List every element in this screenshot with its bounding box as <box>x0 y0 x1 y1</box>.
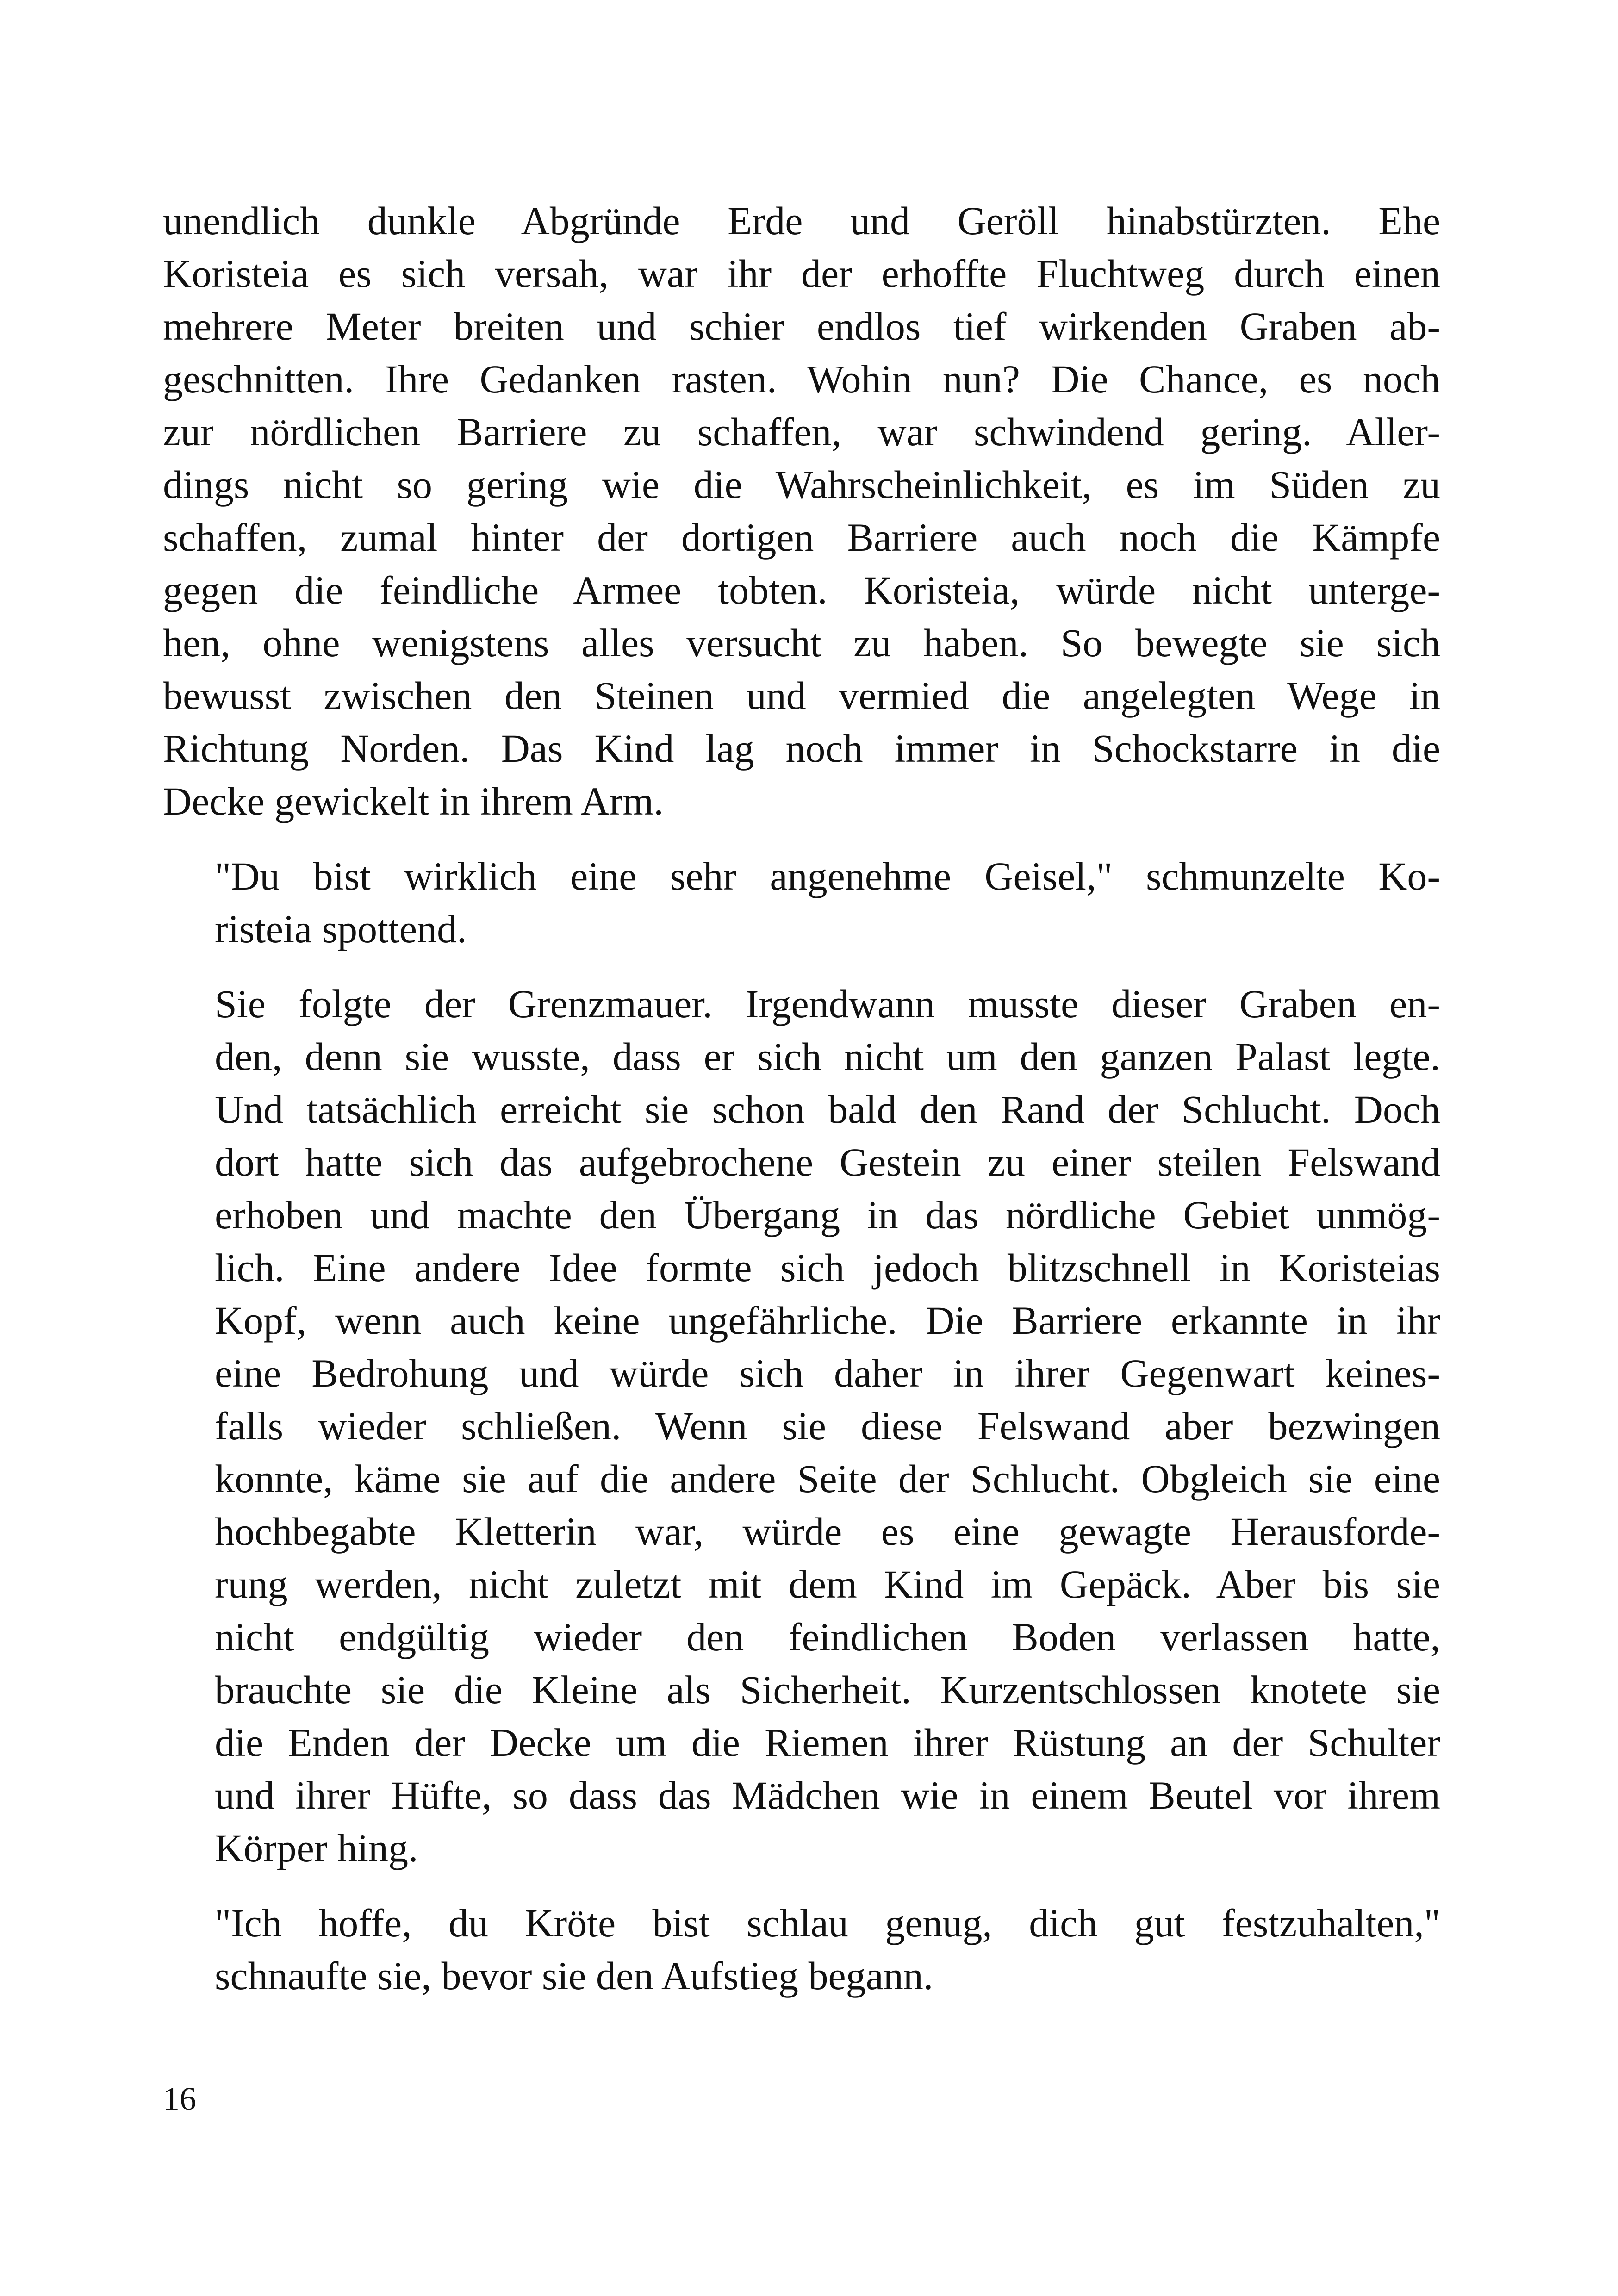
text-line: konnte, käme sie auf die andere Seite der Schlucht. Obgleich sie eine <box>215 1456 1440 1501</box>
text-line: mehrere Meter breiten und schier endlos tief wirkenden Graben ab- <box>163 304 1440 348</box>
text-line: zur nördlichen Barriere zu schaffen, war schwindend gering. Aller- <box>163 410 1440 454</box>
text-line: rung werden, nicht zuletzt mit dem Kind im Gepäck. Aber bis sie <box>215 1562 1440 1606</box>
text-line: hochbegabte Kletterin war, würde es eine gewagte Herausforde- <box>215 1509 1440 1554</box>
text-line: die Enden der Decke um die Riemen ihrer Rüstung an der Schulter <box>215 1720 1440 1765</box>
text-line: "Ich hoffe, du Kröte bist schlau genug, dich gut festzuhalten," <box>215 1901 1440 1945</box>
text-line: erhoben und machte den Übergang in das nördliche Gebiet unmög- <box>215 1193 1440 1237</box>
text-line: eine Bedrohung und würde sich daher in ihrer Gegenwart keines- <box>215 1351 1440 1395</box>
text-line: den, denn sie wusste, dass er sich nicht um den ganzen Palast legte. <box>215 1034 1440 1079</box>
text-line: geschnitten. Ihre Gedanken rasten. Wohin nun? Die Chance, es noch <box>163 357 1440 401</box>
text-line: und ihrer Hüfte, so dass das Mädchen wie in einem Beutel vor ihrem <box>215 1773 1440 1817</box>
text-line: Kopf, wenn auch keine ungefährliche. Die Barriere erkannte in ihr <box>215 1298 1440 1343</box>
text-line: risteia spottend. <box>215 907 467 951</box>
text-line: falls wieder schließen. Wenn sie diese Felswand aber bezwingen <box>215 1404 1440 1448</box>
text-line: brauchte sie die Kleine als Sicherheit. Kurzentschlossen knotete sie <box>215 1668 1440 1712</box>
text-line: Richtung Norden. Das Kind lag noch immer in Schockstarre in die <box>163 726 1440 771</box>
text-line: Körper hing. <box>215 1826 418 1870</box>
body-text <box>163 194 1440 2024</box>
paragraph-4 <box>163 1897 1440 2002</box>
text-line: dort hatte sich das aufgebrochene Gestein zu einer steilen Felswand <box>215 1140 1440 1184</box>
text-line: gegen die feindliche Armee tobten. Koristeia, würde nicht unterge- <box>163 568 1440 612</box>
text-line: schnaufte sie, bevor sie den Aufstieg begann. <box>215 1954 933 1998</box>
text-line: lich. Eine andere Idee formte sich jedoch blitzschnell in Koristeias <box>215 1245 1440 1290</box>
paragraph-3 <box>163 977 1440 1874</box>
text-line: hen, ohne wenigstens alles versucht zu haben. So bewegte sie sich <box>163 621 1440 665</box>
text-line: Koristeia es sich versah, war ihr der erhoffte Fluchtweg durch einen <box>163 251 1440 296</box>
text-line: "Du bist wirklich eine sehr angenehme Geisel," schmunzelte Ko- <box>215 854 1440 898</box>
text-line: dings nicht so gering wie die Wahrscheinlichkeit, es im Süden zu <box>163 462 1440 507</box>
text-line: schaffen, zumal hinter der dortigen Barriere auch noch die Kämpfe <box>163 515 1440 560</box>
text-line: Sie folgte der Grenzmauer. Irgendwann musste dieser Graben en- <box>215 982 1440 1026</box>
text-line: Decke gewickelt in ihrem Arm. <box>163 779 664 823</box>
text-line: unendlich dunkle Abgründe Erde und Geröll hinabstürzten. Ehe <box>163 199 1440 243</box>
text-line: Und tatsächlich erreicht sie schon bald den Rand der Schlucht. Doch <box>215 1087 1440 1132</box>
text-line: nicht endgültig wieder den feindlichen Boden verlassen hatte, <box>215 1615 1440 1659</box>
paragraph-2 <box>163 850 1440 955</box>
paragraph-1 <box>163 194 1440 828</box>
page-number: 16 <box>163 2080 196 2117</box>
text-line: bewusst zwischen den Steinen und vermied die angelegten Wege in <box>163 673 1440 718</box>
